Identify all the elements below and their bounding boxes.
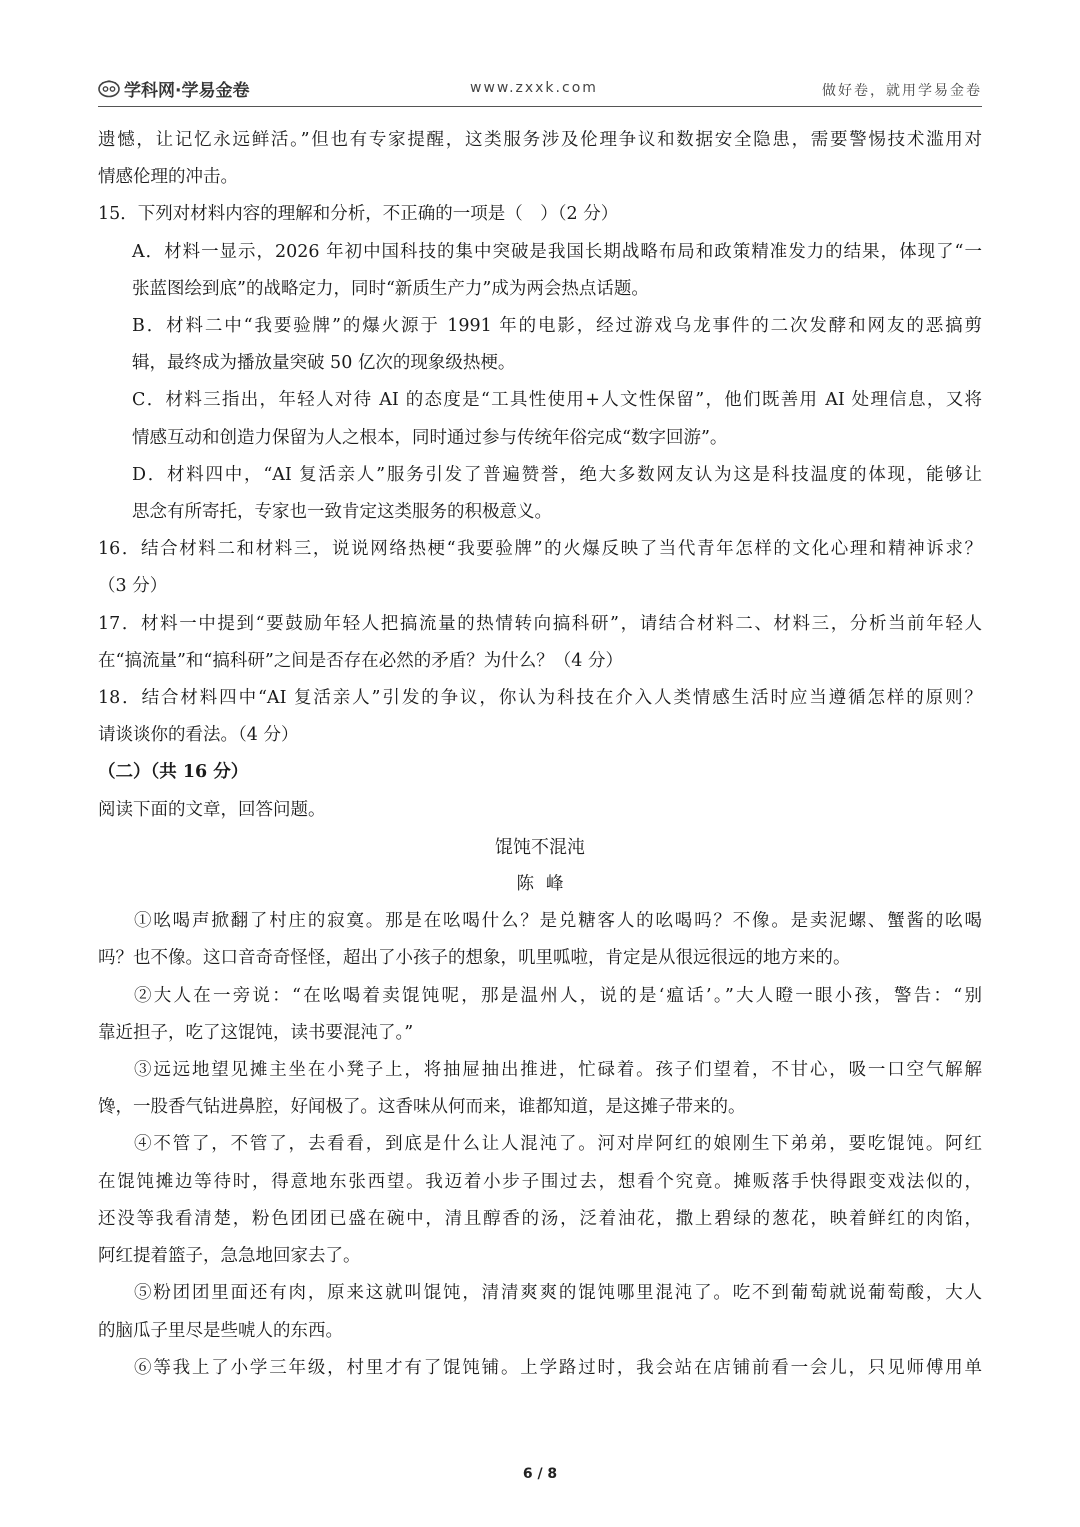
logo-icon (98, 80, 120, 98)
paragraph-line: ⑤粉团团里面还有肉，原来这就叫馄饨，清清爽爽的馄饨哪里混沌了。吃不到葡萄就说葡萄酸，大人 (134, 1283, 982, 1304)
section-heading: （二）（共 16 分） (98, 762, 249, 783)
page-number: 6 / 8 (522, 1466, 558, 1482)
option-c-cont: 情感互动和创造力保留为人之根本，同时通过参与传统年俗完成“数字回游”。 (132, 427, 728, 448)
question-18: 18．结合材料四中“AI 复活亲人”引发的争议，你认为科技在介入人类情感生活时应当遵循怎样的原则？ (98, 688, 982, 709)
question-15: 15．下列对材料内容的理解和分析，不正确的一项是（ ）（2 分） (98, 204, 619, 225)
option-a-cont: 张蓝图绘到底”的战略定力，同时“新质生产力”成为两会热点话题。 (132, 278, 649, 299)
paragraph-line: ②大人在一旁说：“在吆喝着卖馄饨呢，那是温州人，说的是‘瘟话’。”大人瞪一眼小孩，警告：“别 (134, 985, 982, 1006)
page-header (98, 72, 982, 107)
reading-instruction: 阅读下面的文章，回答问题。 (98, 799, 326, 820)
option-c: C．材料三指出，年轻人对待 AI 的态度是“工具性使用+人文性保留”，他们既善用 AI 处理信息，又将 (132, 390, 982, 411)
article-title: 馄饨不混沌 (495, 836, 585, 858)
text-line: 情感伦理的冲击。 (98, 167, 238, 188)
question-16: 16．结合材料二和材料三，说说网络热梗“我要验牌”的火爆反映了当代青年怎样的文化心理和精神诉求？ (98, 539, 982, 560)
option-b-cont: 辑，最终成为播放量突破 50 亿次的现象级热梗。 (132, 353, 516, 374)
option-d: D．材料四中，“AI 复活亲人”服务引发了普遍赞誉，绝大多数网友认为这是科技温度的体现，能够让 (132, 464, 982, 485)
paragraph-line: ③远远地望见摊主坐在小凳子上，将抽屉抽出推进，忙碌着。孩子们望着，不甘心，吸一口空气解解 (134, 1060, 982, 1081)
paragraph-line: 馋，一股香气钻进鼻腔，好闻极了。这香味从何而来，谁都知道，是这摊子带来的。 (98, 1097, 746, 1118)
article-author: 陈峰 (516, 874, 576, 895)
option-b: B．材料二中“我要验牌”的爆火源于 1991 年的电影，经过游戏乌龙事件的二次发酵和网友的恶搞剪 (132, 316, 982, 337)
paragraph-line: 还没等我看清楚，粉色团团已盛在碗中，清且醇香的汤，泛着油花，撒上碧绿的葱花，映着鲜红的肉馅， (98, 1208, 982, 1229)
page-content (98, 122, 982, 1387)
question-16-score: （3 分） (98, 576, 168, 597)
question-17: 17．材料一中提到“要鼓励年轻人把搞流量的热情转向搞科研”，请结合材料二、材料三，分析当前年轻人 (98, 613, 982, 634)
paragraph-line: 在馄饨摊边等待时，得意地东张西望。我迈着小步子围过去，想看个究竟。摊贩落手快得跟变戏法似的， (98, 1171, 982, 1192)
header-slogan: 做好卷，就用学易金卷 (822, 83, 982, 99)
question-17-cont: 在“搞流量”和“搞科研”之间是否存在必然的矛盾？为什么？（4 分） (98, 650, 623, 671)
option-d-cont: 思念有所寄托，专家也一致肯定这类服务的积极意义。 (132, 502, 552, 523)
paragraph-line: ④不管了，不管了，去看看，到底是什么让人混沌了。河对岸阿红的娘刚生下弟弟，要吃馄饨。阿红 (134, 1134, 982, 1155)
text-line: 遗憾，让记忆永远鲜活。”但也有专家提醒，这类服务涉及伦理争议和数据安全隐患，需要警惕技术滥用对 (98, 130, 982, 150)
paragraph-line: 靠近担子，吃了这馄饨，读书要混沌了。” (98, 1022, 414, 1043)
question-18-cont: 请谈谈你的看法。（4 分） (98, 725, 299, 746)
site-url: www.zxxk.com (470, 80, 598, 96)
paragraph-line: ①吆喝声掀翻了村庄的寂寞。那是在吆喝什么？是兑糖客人的吆喝吗？不像。是卖泥螺、蟹酱的吆喝 (134, 911, 982, 932)
logo-text: 学科网·学易金卷 (124, 81, 250, 101)
paragraph-line: ⑥等我上了小学三年级，村里才有了馄饨铺。上学路过时，我会站在店铺前看一会儿，只见师傅用单 (134, 1357, 982, 1378)
paragraph-line: 吗？也不像。这口音奇奇怪怪，超出了小孩子的想象，叽里呱啦，肯定是从很远很远的地方来的。 (98, 948, 851, 969)
paragraph-line: 阿红提着篮子，急急地回家去了。 (98, 1246, 361, 1267)
option-a: A．材料一显示，2026 年初中国科技的集中突破是我国长期战略布局和政策精准发力的结果，体现了“一 (132, 241, 982, 262)
paragraph-line: 的脑瓜子里尽是些唬人的东西。 (98, 1320, 343, 1341)
logo (98, 76, 249, 101)
